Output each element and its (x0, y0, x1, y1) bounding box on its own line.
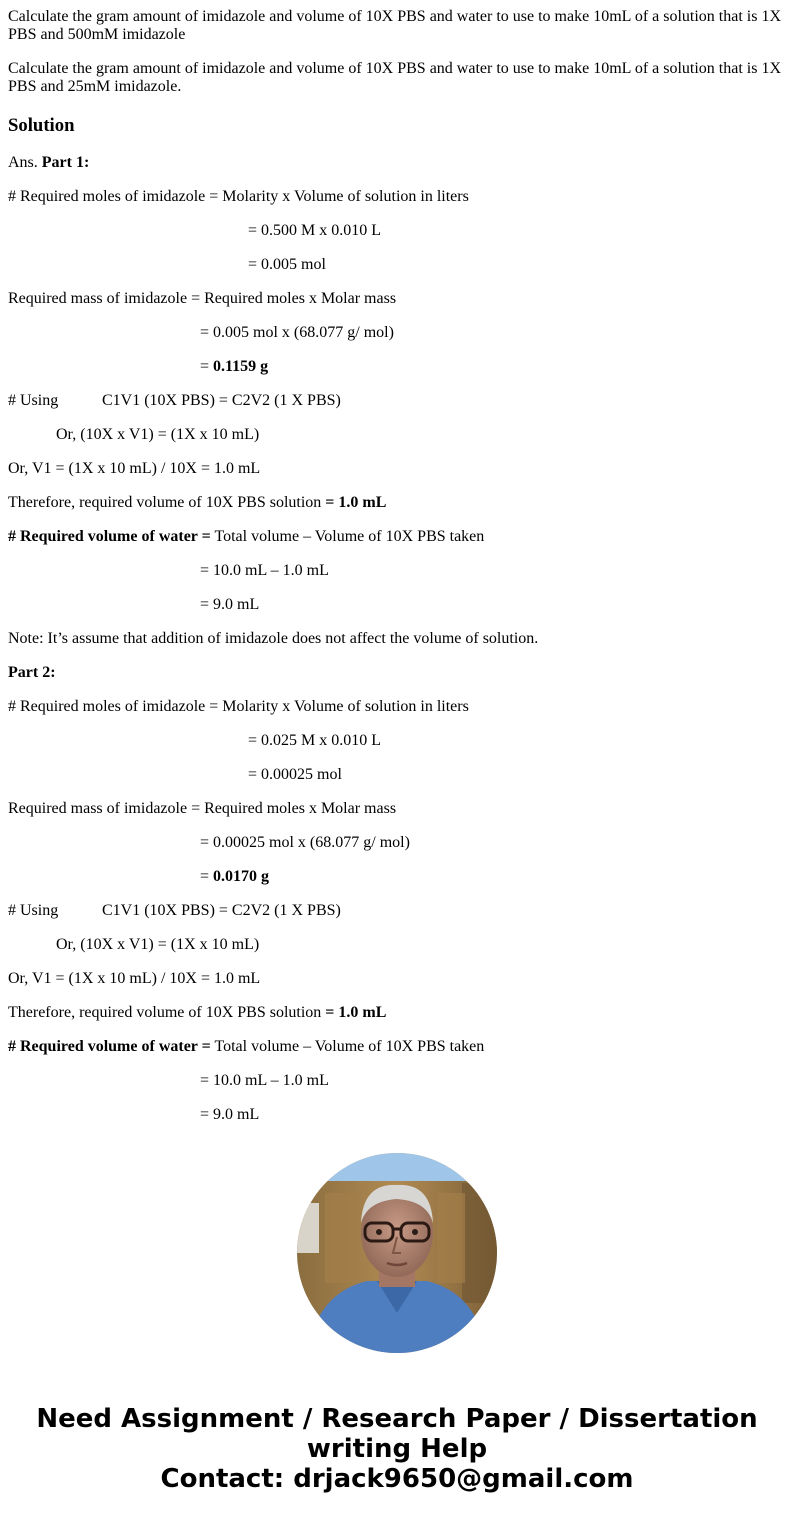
part2-mass-step1: = 0.00025 mol x (68.077 g/ mol) (200, 834, 410, 851)
footer-contact (0, 1404, 794, 1494)
part2-water-text: Total volume – Volume of 10X PBS taken (210, 1038, 485, 1055)
footer-line-2: writing Help (306, 1434, 488, 1464)
part1-water-line (8, 528, 484, 546)
part1-title-line (8, 154, 89, 172)
solution-heading: Solution (8, 115, 75, 136)
part1-pbs-result-value: = 1.0 mL (325, 494, 387, 511)
part1-moles-step1: = 0.500 M x 0.010 L (248, 222, 382, 239)
part2-pbs-result (8, 1004, 386, 1022)
part2-using-formula: C1V1 (10X PBS) = C2V2 (1 X PBS) (102, 902, 341, 919)
part1-mass-result-value: 0.1159 g (213, 358, 269, 375)
part2-mass-result (200, 868, 269, 886)
part2-mass-line: Required mass of imidazole = Required moles x Molar mass (8, 800, 397, 817)
part1-v1-line: Or, V1 = (1X x 10 mL) / 10X = 1.0 mL (8, 460, 261, 477)
part2-water-step2: = 9.0 mL (200, 1106, 260, 1123)
part2-title-line (8, 664, 56, 682)
part2-moles-step2: = 0.00025 mol (248, 766, 342, 783)
author-photo (297, 1153, 497, 1353)
part1-mass-result (200, 358, 268, 376)
part1-moles-line: # Required moles of imidazole = Molarity x Volume of solution in liters (8, 188, 469, 205)
part2-water-step1: = 10.0 mL – 1.0 mL (200, 1072, 329, 1089)
footer-line-1: Need Assignment / Research Paper / Dissertation (36, 1404, 758, 1434)
part1-note: Note: It’s assume that addition of imidazole does not affect the volume of solution. (8, 630, 539, 647)
part1-water-text: Total volume – Volume of 10X PBS taken (210, 528, 485, 545)
part1-pbs-result-text: Therefore, required volume of 10X PBS solution (8, 494, 326, 511)
part2-mass-result-prefix: = (200, 868, 214, 885)
part1-water-label: # Required volume of water = (8, 528, 211, 545)
question-2: Calculate the gram amount of imidazole and volume of 10X PBS and water to use to make 10mL of a solution that is 1X PBS and 25mM imidazole. (8, 60, 782, 95)
part1-water-step1: = 10.0 mL – 1.0 mL (200, 562, 329, 579)
part2-mass-result-value: 0.0170 g (213, 868, 270, 885)
part2-moles-line: # Required moles of imidazole = Molarity x Volume of solution in liters (8, 698, 469, 715)
part1-or-line: Or, (10X x V1) = (1X x 10 mL) (56, 426, 260, 443)
part1-pbs-result (8, 494, 386, 512)
part1-using-formula: C1V1 (10X PBS) = C2V2 (1 X PBS) (102, 392, 341, 409)
part2-pbs-result-value: = 1.0 mL (325, 1004, 387, 1021)
part2-or-line: Or, (10X x V1) = (1X x 10 mL) (56, 936, 260, 953)
part2-using-label: # Using (8, 902, 59, 919)
part2-moles-step1: = 0.025 M x 0.010 L (248, 732, 382, 749)
part1-moles-step2: = 0.005 mol (248, 256, 326, 273)
part2-title: Part 2: (8, 664, 56, 681)
part2-v1-line: Or, V1 = (1X x 10 mL) / 10X = 1.0 mL (8, 970, 261, 987)
part1-water-step2: = 9.0 mL (200, 596, 260, 613)
question-1: Calculate the gram amount of imidazole and volume of 10X PBS and water to use to make 10mL of a solution that is 1X PBS and 500mM imidazole (8, 8, 782, 43)
part1-mass-line: Required mass of imidazole = Required moles x Molar mass (8, 290, 397, 307)
part2-water-label: # Required volume of water = (8, 1038, 211, 1055)
ans-prefix: Ans. (8, 154, 42, 171)
part2-water-line (8, 1038, 484, 1056)
footer-line-3: Contact: drjack9650@gmail.com (160, 1464, 634, 1494)
part1-title: Part 1: (41, 154, 90, 171)
part1-mass-result-prefix: = (200, 358, 214, 375)
part1-using-label: # Using (8, 392, 59, 409)
part2-pbs-result-text: Therefore, required volume of 10X PBS solution (8, 1004, 326, 1021)
part1-mass-step1: = 0.005 mol x (68.077 g/ mol) (200, 324, 394, 341)
